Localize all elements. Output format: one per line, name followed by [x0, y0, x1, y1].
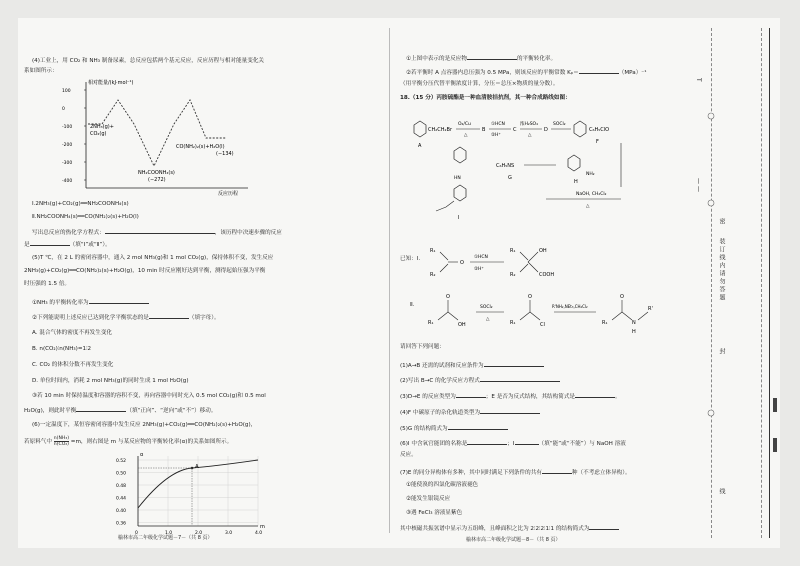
alpha-ytick: 0.44	[116, 496, 127, 502]
alpha-xtick: 2.0	[195, 531, 203, 536]
step2-reagent: ①HCN	[491, 122, 505, 127]
energy-label-b: CO₂(g)	[90, 131, 107, 137]
a2: (2)写出 B→C 的化学反应方程式	[400, 376, 560, 385]
c-label: C	[513, 127, 517, 133]
cond-1: ①能使溴的四氯化碳溶液褪色	[406, 482, 479, 488]
k2-h: H	[632, 329, 636, 335]
footer-right: 榆林市高二年级化学试题－8－（共 8 页）	[466, 537, 561, 543]
binding-feng: 封	[718, 348, 725, 356]
cond-3: ③遇 FeCl₃ 溶液显紫色	[406, 510, 463, 516]
k1-cond2: ②H⁺	[474, 267, 484, 272]
a3: (3)D→E 的反应类型为 ；E 是否为反式结构，其结构简式是 。	[400, 394, 621, 400]
a4: (4)F 中碳原子的杂化轨道类型为	[400, 408, 540, 417]
g-formula: C₆H₅NS	[496, 163, 515, 169]
page-8	[396, 18, 681, 548]
q5-sub2: ②下列能说明上述反应已达到化学平衡状态的是 （填字母）。	[32, 315, 220, 321]
k2-rprime: R'	[648, 306, 653, 312]
footer-left: 榆林市高二年级化学试题－7－（共 8 页）	[118, 535, 213, 541]
step1-reagent: O₂/Cu	[458, 122, 471, 127]
known-1-scheme	[424, 240, 624, 284]
a7: (7)E 的同分异构体有多种，其中同时满足下列条件的共有 种（不考虑立体异构）。	[400, 470, 631, 476]
q5-sub3b: H₂O(g)，则此时平衡 （填“正向”、“逆向”或“不”）移动。	[24, 408, 217, 414]
energy-ytick: -400	[62, 179, 73, 184]
f-formula: C₆H₅ClO	[589, 127, 610, 133]
a5: (5)G 的结构简式为	[400, 424, 508, 433]
svg-text:R₁: R₁	[510, 248, 516, 254]
i-label: I	[458, 215, 460, 221]
alpha-xtick: 0	[135, 531, 138, 536]
answer-prompt: 请回答下列问题：	[400, 344, 445, 350]
option-d: D. 单位时间内，消耗 2 mol NH₃(g)的同时生成 1 mol H₂O(g)	[32, 378, 189, 384]
svg-text:O: O	[620, 294, 624, 300]
exam-sheet	[18, 18, 780, 548]
known-2-scheme	[424, 288, 669, 338]
energy-ytick: -300	[62, 161, 73, 166]
energy-ylabel: 相对能量/(kJ·mol⁻¹)	[88, 80, 134, 86]
energy-label-a: 2NH₃(g)+	[90, 124, 114, 130]
q4-head: (4)工业上，用 CO₂ 和 NH₃ 制备尿素，总反应包括两个基元反应，反应历程与相对能量变化关	[32, 58, 265, 64]
k1-cooh: COOH	[539, 272, 555, 278]
q4-head2: 系如图所示：	[24, 68, 58, 74]
svg-text:O: O	[460, 260, 464, 266]
k2-socl2: SOCl₂	[480, 305, 493, 310]
a-label: A	[418, 143, 422, 149]
energy-ytick: 0	[62, 107, 65, 112]
energy-label-c: CO(NH₂)₂(s)+H₂O(l)	[176, 144, 225, 150]
step4-reagent: SOCl₂	[553, 122, 566, 127]
q5-line1: (5)T ℃，在 2 L 的密闭容器中，通入 2 mol NH₃(g)和 1 mol CO₂(g)，保持体积不变，发生反应	[32, 255, 274, 261]
i-hn: HN	[454, 176, 461, 181]
energy-label-d-val: (−272)	[148, 177, 166, 183]
alpha-ytick: 0.48	[116, 484, 127, 489]
binding-t: T	[695, 78, 702, 84]
energy-label-c-val: (−134)	[216, 151, 234, 157]
alpha-xtick: 4.0	[255, 531, 263, 536]
alpha-ylabel: α	[140, 452, 144, 458]
k2-r1: R₁	[428, 320, 434, 326]
alpha-xtick: 1.0	[165, 531, 173, 536]
k2-oh: OH	[458, 322, 466, 328]
step2-cond: ②H⁺	[491, 133, 501, 138]
q5-line2: 2NH₃(g)+CO₂(g)══CO(NH₂)₂(s)+H₂O(g)，10 min 时反应刚好达到平衡，测得起始压强为平衡	[24, 268, 266, 274]
svg-text:R₁: R₁	[510, 320, 516, 326]
h-amine: NH₂	[586, 172, 595, 177]
k1-cond1: ①HCN	[474, 255, 488, 260]
a6b: 反应。	[400, 452, 417, 458]
alpha-ytick: 0.40	[116, 509, 127, 514]
h-label: H	[574, 179, 578, 185]
binding-seal-text: 装订线内请勿答题	[718, 238, 725, 302]
known-2: Ⅱ.	[410, 302, 415, 308]
binding-circles	[707, 18, 719, 548]
benzene-h	[568, 155, 580, 171]
benzene-f	[574, 121, 586, 137]
option-a: A. 混合气体的密度不再发生变化	[32, 330, 113, 336]
alpha-xtick: 3.0	[225, 531, 233, 536]
alpha-ytick: 0.52	[116, 459, 127, 464]
alpha-chart	[108, 448, 268, 538]
q5-sub3a: ③若 10 min 时保持温度和容器的容积不变，再向容器中同时充入 0.5 mol CO₂(g)和 0.5 mol	[32, 393, 266, 399]
step1-cond: △	[464, 133, 468, 138]
q6-line2: 若原料气中 $\frac{\text{n(NH₃)}}{\text{n(CO₂)}}$ =m，则右图是 m 与某反应物的平衡转化率(α)的关系如图所示。	[24, 436, 233, 447]
rxn-2: Ⅱ.NH₂COONH₄(s)══CO(NH₂)₂(s)+H₂O(l)	[32, 214, 139, 220]
q4-is: 是 （填“Ⅰ”或“Ⅱ”）。	[24, 242, 111, 248]
benzene-i2	[454, 185, 466, 201]
r-sub2b: （用平衡分压代替平衡浓度计算，分压＝总压×物质的量分数）。	[400, 81, 559, 87]
k1-oh: OH	[539, 248, 547, 254]
benzene-i1	[454, 147, 466, 163]
q4-write: 写出总反应的热化学方程式： ，该历程中决速步骤的反应	[32, 230, 282, 236]
energy-ytick: 100	[62, 89, 71, 94]
final-cond: NaOH, CH₂Cl₂	[576, 192, 607, 197]
q18-title: 18.（15 分）丙胺硫酯是一种血清胺拮抗剂，其一种合成路线如图：	[400, 95, 571, 101]
synthesis-scheme	[396, 103, 681, 233]
b-label: B	[482, 127, 486, 133]
svg-text:R₁: R₁	[602, 320, 608, 326]
final-cond2: △	[586, 204, 590, 209]
energy-ytick: -100	[62, 125, 73, 130]
option-c: C. CO₂ 的体积分数不再发生变化	[32, 362, 114, 368]
option-b: B. n(CO₂)∶n(NH₃)=1∶2	[32, 346, 92, 352]
g-label: G	[508, 175, 512, 181]
energy-ticks	[62, 88, 86, 184]
f-label: F	[596, 139, 599, 145]
page-divider	[389, 28, 390, 533]
energy-diagram	[58, 76, 258, 196]
q5-sub1: ①NH₃ 的平衡转化率为	[32, 298, 149, 307]
page-7	[18, 18, 388, 548]
step3-cond: △	[528, 133, 532, 138]
cond-2: ②能发生银镜反应	[406, 496, 451, 502]
binding-dash: ——	[695, 178, 702, 194]
binding-xian: 线	[718, 488, 725, 496]
r-sub2: ②若平衡时 A 点容器内总压强为 0.5 MPa，则该反应的平衡常数 Kₚ＝ （MPa）⁻¹	[406, 70, 647, 76]
frac-top: n(NH₃)	[53, 436, 69, 441]
step3-reagent: 浓H₂SO₄	[520, 122, 538, 127]
q5-line3: 时压强的 1.5 倍。	[24, 281, 71, 287]
a7b: 其中核磁共振氢谱中显示为五组峰，且峰面积之比为 2∶2∶2∶1∶1 的结构简式为	[400, 524, 619, 533]
k2-cond: R'NH₂,NEt₃,CH₂Cl₂	[552, 304, 588, 309]
r-sub1: ①上图中表示的是反应物 的平衡转化率。	[406, 56, 557, 62]
frac-bottom: n(CO₂)	[53, 442, 69, 447]
energy-xlabel: 反应历程	[218, 191, 239, 196]
energy-ytick: -200	[62, 143, 73, 148]
q6-line1: (6)一定温度下，某恒容密闭容器中发生反应 2NH₃(g)+CO₂(g)══CO(NH₂)₂(s)+H₂O(g)，	[32, 422, 257, 428]
a6: (6)I 中含氧官能团的名称是 ；I （填“能”或“不能”）与 NaOH 溶液	[400, 441, 626, 447]
alpha-point-label: A	[195, 464, 199, 470]
svg-text:O: O	[446, 294, 450, 300]
known-1: 已知：Ⅰ.	[400, 256, 421, 262]
energy-label-d: NH₂COONH₄(s)	[138, 170, 175, 176]
k1-r2: R₂	[430, 272, 436, 278]
energy-curve	[88, 100, 226, 166]
k2-cl: Cl	[540, 322, 545, 328]
svg-text:O: O	[528, 294, 532, 300]
binding-strip	[681, 18, 780, 548]
rxn-1: Ⅰ.2NH₃(g)+CO₂(g)══NH₂COONH₄(s)	[32, 201, 129, 207]
k2-n: N	[632, 320, 636, 326]
binding-mi: 密	[718, 218, 725, 226]
k1-r1: R₁	[430, 248, 436, 254]
a-substituent: CH₂CH₂Br	[428, 127, 452, 133]
a1: (1)A→B 还需的试剂和反应条件为	[400, 361, 544, 370]
svg-text:R₂: R₂	[510, 272, 516, 278]
d-label: D	[544, 127, 548, 133]
benzene-a	[414, 121, 426, 137]
alpha-xlabel: m	[260, 524, 265, 530]
svg-text:△: △	[486, 317, 490, 322]
alpha-ytick: 0.50	[116, 471, 127, 477]
alpha-ytick: 0.36	[116, 521, 127, 527]
